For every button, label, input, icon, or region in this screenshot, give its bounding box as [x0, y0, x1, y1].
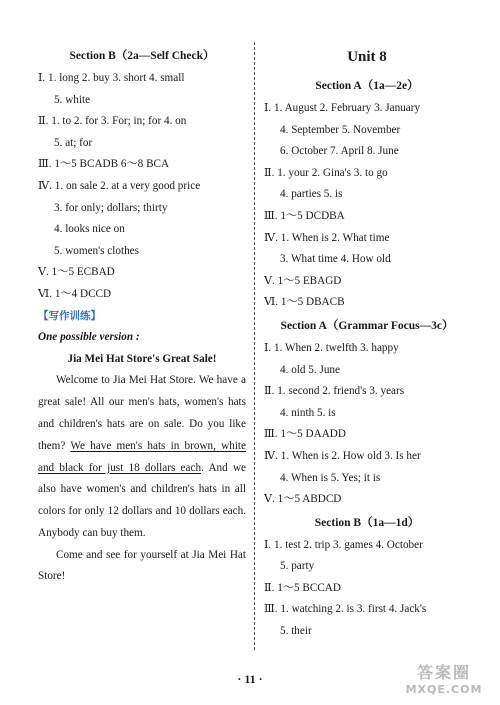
- answer-line: Ⅳ. 1. When is 2. What time: [264, 231, 390, 244]
- answer-line: 5. women's clothes: [54, 244, 139, 257]
- answer-line: Ⅰ. 1. When 2. twelfth 3. happy: [264, 341, 399, 354]
- answer-line: Ⅱ. 1. to 2. for 3. For; in; for 4. on: [38, 115, 187, 128]
- answer-line: 4. parties 5. is: [280, 188, 343, 201]
- answer-line: Ⅰ. 1. long 2. buy 3. short 4. small: [38, 72, 185, 84]
- one-possible-version: One possible version :: [38, 331, 140, 344]
- answer-line: Ⅴ. 1～5 ECBAD: [38, 266, 115, 279]
- writing-tag-label: 【写作训练】: [38, 309, 101, 322]
- answer-line: Ⅵ. 1～4 DCCD: [38, 287, 112, 300]
- essay-underlined-text: We have men's hats in brown, white and black for just 18 dollars each: [38, 439, 246, 474]
- answer-line: Ⅱ. 1. second 2. friend's 3. years: [264, 385, 405, 398]
- answer-line: 4. When is 5. Yes; it is: [280, 471, 381, 484]
- answer-line: 5. their: [280, 625, 312, 638]
- section-title: Section A（1a—2e）: [315, 80, 419, 92]
- answer-line: 6. October 7. April 8. June: [280, 145, 399, 158]
- answer-line: Ⅱ. 1. your 2. Gina's 3. to go: [264, 166, 388, 179]
- answer-line: 4. looks nice on: [54, 223, 125, 236]
- watermark-url: MXQE.COM: [405, 683, 483, 696]
- answer-line: Ⅲ. 1～5 DCDBA: [264, 209, 345, 222]
- watermark-logo-text: 答案圈: [416, 663, 471, 682]
- watermark: [394, 663, 494, 701]
- essay-paragraph-2: Come and see for yourself at Jia Mei Hat Store!: [38, 548, 246, 583]
- left-column: [38, 44, 246, 588]
- answer-line: Ⅲ. 1. watching 2. is 3. first 4. Jack's: [264, 603, 427, 616]
- answer-line: Ⅱ. 1～5 BCCAD: [264, 581, 341, 594]
- answer-line: 4. ninth 5. is: [280, 406, 336, 419]
- section-title: Section B（1a—1d）: [314, 516, 420, 529]
- right-column: [264, 44, 470, 643]
- answer-line: Ⅰ. 1. test 2. trip 3. games 4. October: [264, 538, 423, 551]
- answer-line: 3. What time 4. How old: [280, 253, 391, 266]
- section-title: Section B（2a—Self Check）: [69, 50, 215, 62]
- section-title: Section A（Grammar Focus—3c）: [280, 319, 454, 332]
- answer-line: 5. at; for: [54, 136, 93, 149]
- answer-line: 4. old 5. June: [280, 363, 340, 376]
- essay-paragraph-1: [38, 370, 246, 544]
- answer-line: Ⅲ. 1～5 BCADB 6～8 BCA: [38, 158, 170, 171]
- essay-title: Jia Mei Hat Store's Great Sale!: [67, 352, 217, 365]
- column-divider: [254, 42, 255, 650]
- answer-line: Ⅳ. 1. When is 2. How old 3. Is her: [264, 449, 421, 462]
- answer-line: 5. white: [54, 93, 91, 106]
- answer-line: 5. party: [280, 560, 315, 573]
- answer-line: Ⅴ. 1～5 EBAGD: [264, 274, 342, 287]
- page-number: · 11 ·: [237, 672, 263, 686]
- answer-line: Ⅳ. 1. on sale 2. at a very good price: [38, 179, 201, 192]
- writing-tag: [38, 306, 246, 328]
- answer-line: Ⅵ. 1～5 DBACB: [264, 296, 345, 309]
- answer-line: Ⅴ. 1～5 ABDCD: [264, 493, 342, 506]
- essay-text: . And we also have women's and children's hats in all colors for only 12 dollars and 10 dollars each. Anybody can buy them.: [38, 461, 246, 539]
- answer-line: Ⅲ. 1～5 DAADD: [264, 428, 346, 441]
- answer-line: Ⅰ. 1. August 2. February 3. January: [264, 102, 421, 114]
- answer-line: 3. for only; dollars; thirty: [54, 201, 168, 214]
- answer-line: 4. September 5. November: [280, 123, 401, 136]
- unit-title: Unit 8: [347, 49, 387, 65]
- essay-text: Welcome to Jia Mei Hat Store. We have a great sale! All our men's hats, women's hats and children's hats are on sale. Do you like them?: [38, 374, 246, 452]
